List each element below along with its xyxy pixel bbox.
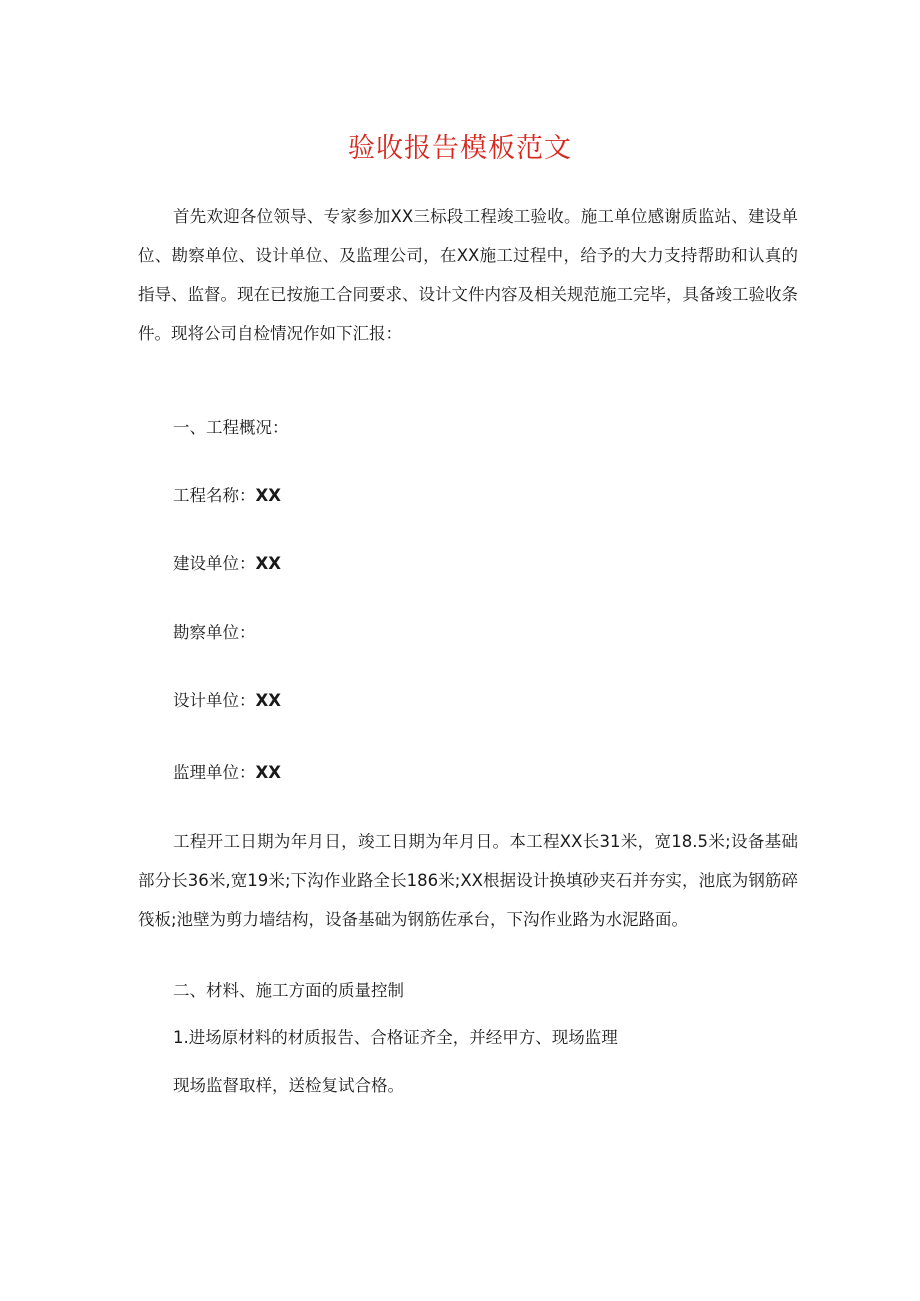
field-label: 勘察单位： — [173, 623, 256, 642]
field-design-unit — [173, 689, 281, 713]
field-value: XX — [255, 691, 281, 710]
field-label: 工程名称： — [173, 486, 256, 505]
field-construction-unit — [173, 552, 281, 576]
field-label: 建设单位： — [173, 554, 256, 573]
field-value: XX — [255, 486, 281, 505]
field-label: 设计单位： — [173, 691, 256, 710]
field-supervision-unit — [173, 761, 281, 785]
field-value: XX — [255, 763, 281, 782]
list-item-1-line2: 现场监督取样，送检复试合格。 — [173, 1076, 404, 1095]
field-survey-unit — [173, 621, 256, 645]
document-title: 验收报告模板范文 — [348, 133, 572, 164]
section2-heading: 二、材料、施工方面的质量控制 — [173, 981, 404, 1000]
intro-paragraph: 首先欢迎各位领导、专家参加XX三标段工程竣工验收。施工单位感谢质监站、建设单位、勘察单位、设计单位、及监理公司，在XX施工过程中，给予的大力支持帮助和认真的指导、监督。现在已按施工合同要求、设计文件内容及相关规范施工完毕，具备竣工验收条件。现将公司自检情况作如下汇报： — [138, 207, 798, 343]
field-project-name — [173, 484, 281, 508]
field-label: 监理单位： — [173, 763, 256, 782]
section1-heading: 一、工程概况： — [173, 418, 289, 437]
overview-paragraph: 工程开工日期为年月日，竣工日期为年月日。本工程XX长31米，宽18.5米;设备基础部分长36米,宽19米;下沟作业路全长186米;XX根据设计换填砂夹石并夯实，池底为钢筋碎筏板;池壁为剪力墙结构，设备基础为钢筋佐承台，下沟作业路为水泥路面。 — [138, 832, 798, 929]
field-value: XX — [255, 554, 281, 573]
list-item-1-line1: 1.进场原材料的材质报告、合格证齐全，并经甲方、现场监理 — [173, 1028, 618, 1047]
